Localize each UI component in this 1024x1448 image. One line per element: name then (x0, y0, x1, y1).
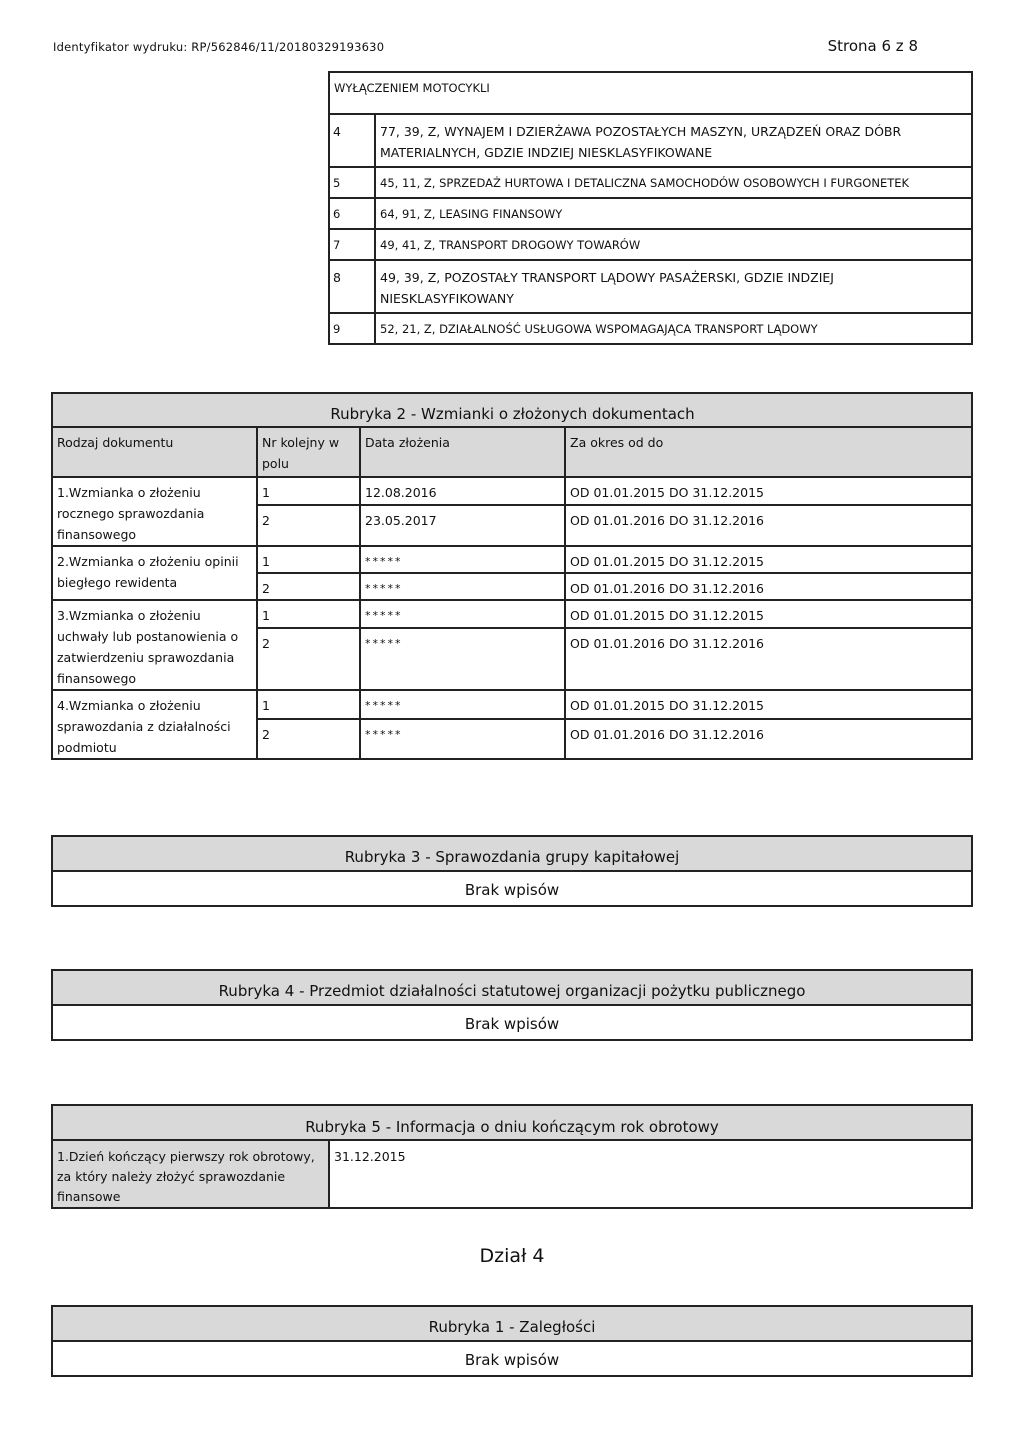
pkd-row-number: 5 (329, 167, 375, 198)
table-row (52, 600, 972, 628)
table-row (329, 167, 972, 198)
table-row (52, 546, 972, 573)
print-identifier: Identyfikator wydruku: RP/562846/11/20180329193630 (53, 40, 385, 54)
no-entries-text: Brak wpisów (52, 1341, 972, 1376)
nr-cell: 2 (257, 573, 360, 600)
column-header: Za okres od do (565, 427, 972, 477)
period-cell: OD 01.01.2015 DO 31.12.2015 (565, 546, 972, 573)
date-cell: ***** (360, 628, 565, 690)
table-row (329, 260, 972, 313)
column-header: Data złożenia (360, 427, 565, 477)
page-number: Strona 6 z 8 (827, 37, 918, 55)
nr-cell: 1 (257, 546, 360, 573)
table-row (329, 198, 972, 229)
document-type-cell: 2.Wzmianka o złożeniu opinii biegłego rewidenta (52, 546, 257, 600)
date-cell: 23.05.2017 (360, 505, 565, 546)
rubryka-4-table (51, 969, 973, 1041)
pkd-row-text: 64, 91, Z, LEASING FINANSOWY (375, 198, 972, 229)
rubryka-2-table (51, 392, 973, 760)
period-cell: OD 01.01.2015 DO 31.12.2015 (565, 690, 972, 719)
nr-cell: 2 (257, 719, 360, 759)
date-cell: ***** (360, 719, 565, 759)
date-cell: ***** (360, 546, 565, 573)
table-row (329, 114, 972, 167)
period-cell: OD 01.01.2016 DO 31.12.2016 (565, 628, 972, 690)
nr-cell: 2 (257, 505, 360, 546)
pkd-continuation-text: WYŁĄCZENIEM MOTOCYKLI (329, 72, 972, 114)
period-cell: OD 01.01.2016 DO 31.12.2016 (565, 719, 972, 759)
date-cell: ***** (360, 600, 565, 628)
section-title: Rubryka 2 - Wzmianki o złożonych dokumentach (52, 393, 972, 427)
pkd-row-number: 6 (329, 198, 375, 229)
document-type-cell: 1.Wzmianka o złożeniu rocznego sprawozdania finansowego (52, 477, 257, 546)
pkd-row-text: 52, 21, Z, DZIAŁALNOŚĆ USŁUGOWA WSPOMAGAJĄCA TRANSPORT LĄDOWY (375, 313, 972, 344)
nr-cell: 1 (257, 477, 360, 505)
table-row (329, 229, 972, 260)
rubryka-5-table (51, 1104, 973, 1209)
nr-cell: 1 (257, 600, 360, 628)
section-title: Rubryka 4 - Przedmiot działalności statutowej organizacji pożytku publicznego (52, 970, 972, 1005)
fiscal-year-value: 31.12.2015 (329, 1140, 972, 1208)
table-row (52, 477, 972, 505)
period-cell: OD 01.01.2015 DO 31.12.2015 (565, 477, 972, 505)
period-cell: OD 01.01.2015 DO 31.12.2015 (565, 600, 972, 628)
table-header-row (52, 427, 972, 477)
period-cell: OD 01.01.2016 DO 31.12.2016 (565, 505, 972, 546)
pkd-row-number: 9 (329, 313, 375, 344)
pkd-row-text: 45, 11, Z, SPRZEDAŻ HURTOWA I DETALICZNA SAMOCHODÓW OSOBOWYCH I FURGONETEK (375, 167, 972, 198)
table-row (52, 690, 972, 719)
section-heading-dzial-4: Dział 4 (479, 1245, 545, 1267)
pkd-row-text: 49, 39, Z, POZOSTAŁY TRANSPORT LĄDOWY PASAŻERSKI, GDZIE INDZIEJ NIESKLASYFIKOWANY (375, 260, 972, 313)
nr-cell: 1 (257, 690, 360, 719)
pkd-activity-table (328, 71, 973, 345)
pkd-row-text: 49, 41, Z, TRANSPORT DROGOWY TOWARÓW (375, 229, 972, 260)
section-title: Rubryka 5 - Informacja o dniu kończącym rok obrotowy (52, 1105, 972, 1140)
section-title: Rubryka 3 - Sprawozdania grupy kapitałowej (52, 836, 972, 871)
date-cell: ***** (360, 690, 565, 719)
table-row (329, 313, 972, 344)
period-cell: OD 01.01.2016 DO 31.12.2016 (565, 573, 972, 600)
no-entries-text: Brak wpisów (52, 1005, 972, 1040)
column-header: Nr kolejny w polu (257, 427, 360, 477)
column-header: Rodzaj dokumentu (52, 427, 257, 477)
dzial-4-rubryka-1-table (51, 1305, 973, 1377)
pkd-row-number: 4 (329, 114, 375, 167)
section-title: Rubryka 1 - Zaległości (52, 1306, 972, 1341)
document-type-cell: 3.Wzmianka o złożeniu uchwały lub postanowienia o zatwierdzeniu sprawozdania finansowego (52, 600, 257, 690)
date-cell: 12.08.2016 (360, 477, 565, 505)
rubryka-3-table (51, 835, 973, 907)
date-cell: ***** (360, 573, 565, 600)
pkd-row-text: 77, 39, Z, WYNAJEM I DZIERŻAWA POZOSTAŁYCH MASZYN, URZĄDZEŃ ORAZ DÓBR MATERIALNYCH, GDZIE INDZIEJ NIESKLASYFIKOWANE (375, 114, 972, 167)
nr-cell: 2 (257, 628, 360, 690)
fiscal-year-label: 1.Dzień kończący pierwszy rok obrotowy, za który należy złożyć sprawozdanie finansowe (52, 1140, 329, 1208)
table-row (329, 72, 972, 114)
no-entries-text: Brak wpisów (52, 871, 972, 906)
document-type-cell: 4.Wzmianka o złożeniu sprawozdania z działalności podmiotu (52, 690, 257, 759)
pkd-row-number: 8 (329, 260, 375, 313)
pkd-row-number: 7 (329, 229, 375, 260)
